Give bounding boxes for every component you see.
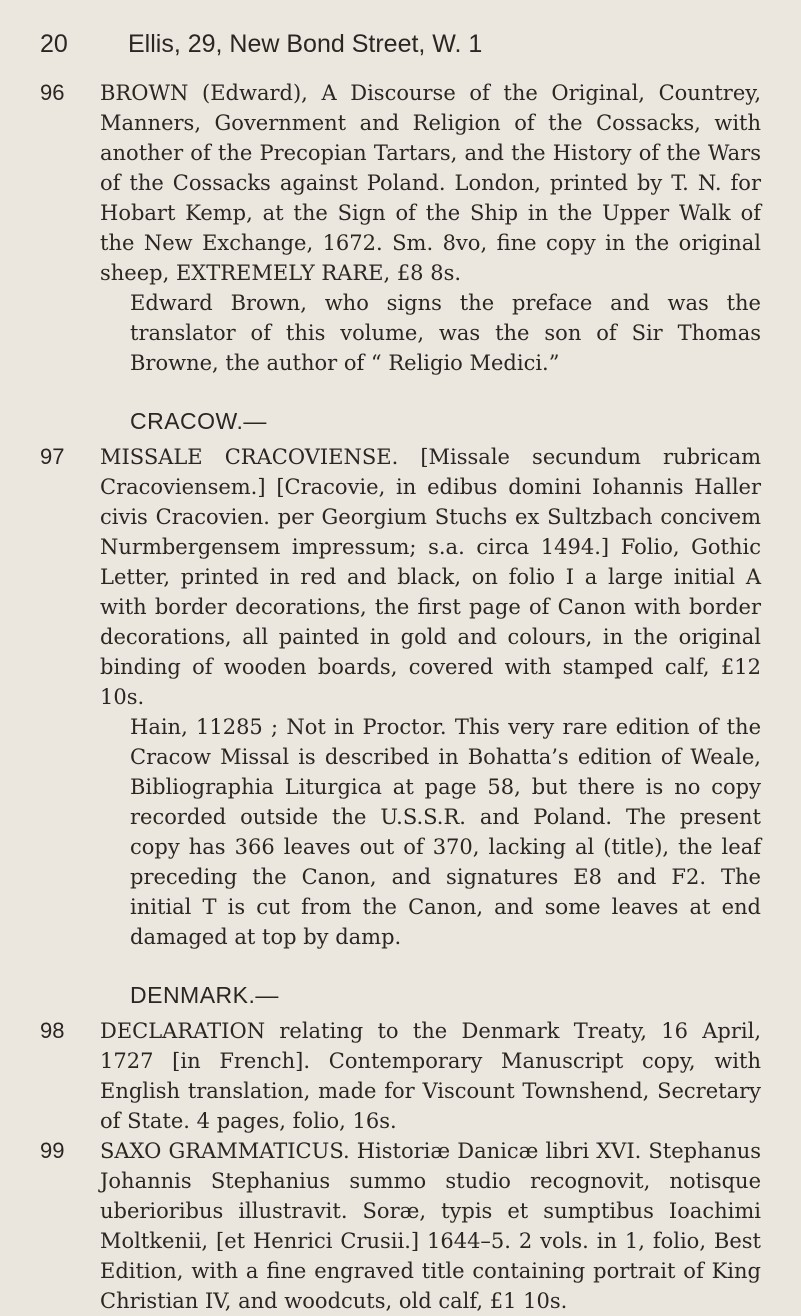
- lot-number: 97: [40, 444, 65, 469]
- lot-note: Edward Brown, who signs the preface and was the translator of this volume, was the son of Sir Thomas Browne, the author of “ Religio Medici.”: [130, 291, 761, 375]
- lot-entry: [40, 1136, 761, 1316]
- catalogue-content: [40, 78, 761, 1316]
- page-number: 20: [40, 30, 68, 58]
- lot-entry: [40, 78, 761, 378]
- lot-entry: [40, 442, 761, 952]
- lot-description: BROWN (Edward), A Discourse of the Original, Countrey, Manners, Government and Religion of the Cossacks, with another of the Precopian Tartars, and the History of the Wars of the Cossacks against Poland. London, printed by T. N. for Hobart Kemp, at the Sign of the Ship in the Upper Walk of the New Exchange, 1672. Sm. 8vo, fine copy in the original sheep, EXTREMELY RARE, £8 8s.: [100, 81, 761, 285]
- section-heading: DENMARK.—: [130, 982, 279, 1008]
- lot-description: MISSALE CRACOVIENSE. [Missale secundum rubricam Cracoviensem.] [Cracovie, in edibus domini Iohannis Haller civis Cracovien. per Georgium Stuchs ex Sultzbach concivem Nurmbergensem impressum; s.a. circa 1494.] Folio, Gothic Letter, printed in red and black, on folio I a large initial A with border decorations, the first page of Canon with border decorations, all painted in gold and colours, in the original binding of wooden boards, covered with stamped calf, £12 10s.: [100, 445, 761, 709]
- lot-description: SAXO GRAMMATICUS. Historiæ Danicæ libri XVI. Stephanus Johannis Stephanius summo studio recognovit, notisque uberioribus illustravit. Soræ, typis et sumptibus Ioachimi Moltkenii, [et Henrici Crusii.] 1644–5. 2 vols. in 1, folio, Best Edition, with a fine engraved title containing portrait of King Christian IV, and woodcuts, old calf, £1 10s.: [100, 1139, 761, 1313]
- lot-description: DECLARATION relating to the Denmark Treaty, 16 April, 1727 [in French]. Contemporary Manuscript copy, with English translation, made for Viscount Townshend, Secretary of State. 4 pages, folio, 16s.: [100, 1019, 761, 1133]
- lot-number: 96: [40, 80, 65, 105]
- lot-number: 99: [40, 1138, 65, 1163]
- page-header: [40, 22, 761, 62]
- lot-number: 98: [40, 1018, 65, 1043]
- section-heading: CRACOW.—: [130, 408, 267, 434]
- lot-entry: [40, 1016, 761, 1136]
- running-head: Ellis, 29, New Bond Street, W. 1: [128, 30, 483, 58]
- lot-note: Hain, 11285 ; Not in Proctor. This very rare edition of the Cracow Missal is described in Bohatta’s edition of Weale, Bibliographia Liturgica at page 58, but there is no copy recorded outside the U.S.S.R. and Poland. The present copy has 366 leaves out of 370, lacking al (title), the leaf preceding the Canon, and signatures E8 and F2. The initial T is cut from the Canon, and some leaves at end damaged at top by damp.: [130, 715, 761, 949]
